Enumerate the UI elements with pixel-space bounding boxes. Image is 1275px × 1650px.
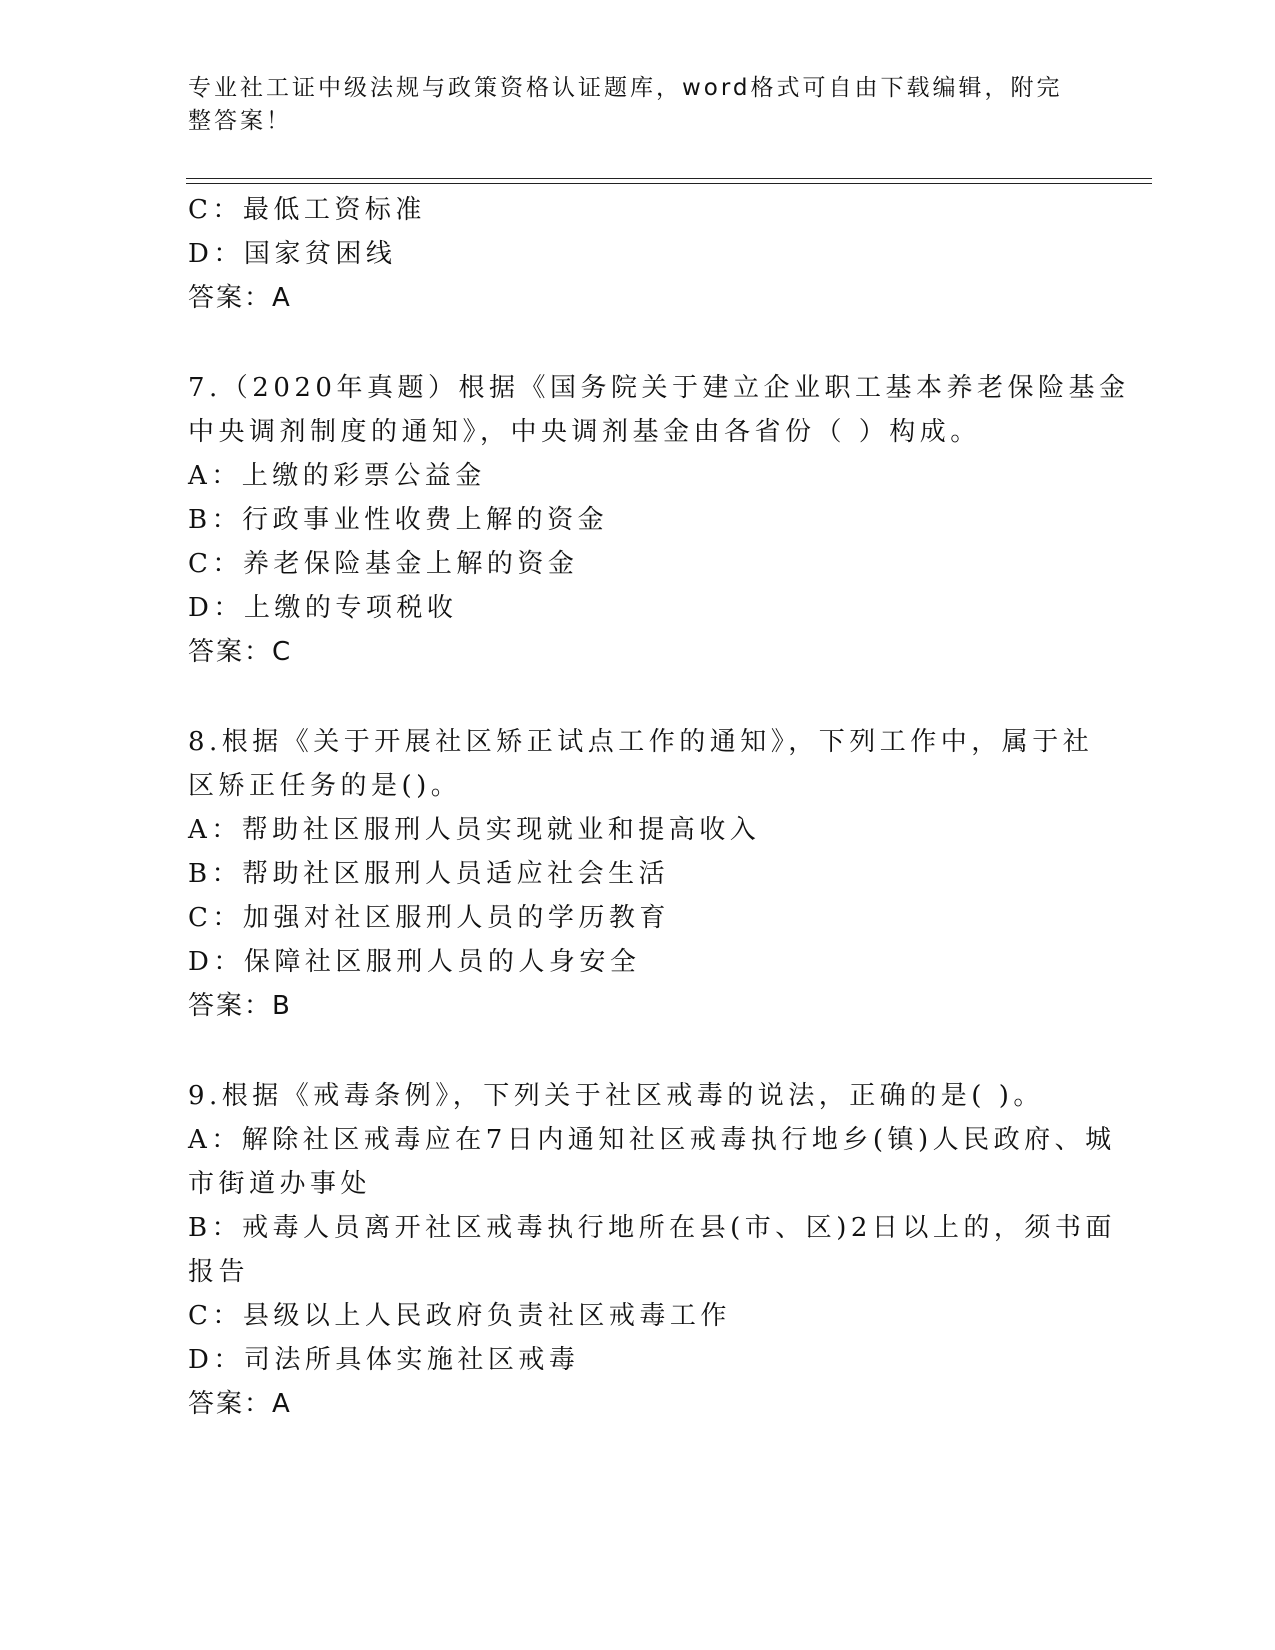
q7-option-c: C：养老保险基金上解的资金: [188, 549, 579, 579]
header-divider-bottom: [186, 183, 1152, 184]
q8-option-c: C：加强对社区服刑人员的学历教育: [188, 903, 670, 933]
q9-option-b-line-2: 报告: [188, 1257, 250, 1287]
q9-option-a-line-2: 市街道办事处: [188, 1169, 372, 1199]
prev-option-d: D：国家贫困线: [188, 239, 397, 269]
prev-answer: 答案：A: [188, 283, 292, 313]
q7-stem-line-2: 中央调剂制度的通知》，中央调剂基金由各省份（ ）构成。: [188, 417, 981, 447]
q8-stem-line-1: 8.根据《关于开展社区矫正试点工作的通知》，下列工作中，属于社: [188, 727, 1094, 757]
q8-stem-line-2: 区矫正任务的是()。: [188, 771, 462, 801]
q7-answer: 答案：C: [188, 637, 293, 667]
q7-option-a: A：上缴的彩票公益金: [188, 461, 486, 491]
q9-option-d: D：司法所具体实施社区戒毒: [188, 1345, 580, 1375]
q9-stem: 9.根据《戒毒条例》，下列关于社区戒毒的说法，正确的是( )。: [188, 1081, 1044, 1111]
q9-option-a-line-1: A：解除社区戒毒应在7日内通知社区戒毒执行地乡(镇)人民政府、城: [188, 1125, 1116, 1155]
q8-option-d: D：保障社区服刑人员的人身安全: [188, 947, 641, 977]
q9-option-c: C：县级以上人民政府负责社区戒毒工作: [188, 1301, 731, 1331]
q8-option-b: B：帮助社区服刑人员适应社会生活: [188, 859, 670, 889]
q7-option-b: B：行政事业性收费上解的资金: [188, 505, 609, 535]
q8-answer: 答案：B: [188, 991, 292, 1021]
q7-option-d: D：上缴的专项税收: [188, 593, 458, 623]
q9-option-b-line-1: B：戒毒人员离开社区戒毒执行地所在县(市、区)2日以上的，须书面: [188, 1213, 1116, 1243]
q8-option-a: A：帮助社区服刑人员实现就业和提高收入: [188, 815, 761, 845]
prev-option-c: C：最低工资标准: [188, 195, 426, 225]
q7-stem-line-1: 7.（2020年真题）根据《国务院关于建立企业职工基本养老保险基金: [188, 373, 1130, 403]
header-divider-top: [186, 178, 1152, 179]
document-header: 专业社工证中级法规与政策资格认证题库，word格式可自由下载编辑，附完整答案！: [188, 75, 1063, 134]
q9-answer: 答案：A: [188, 1389, 292, 1419]
